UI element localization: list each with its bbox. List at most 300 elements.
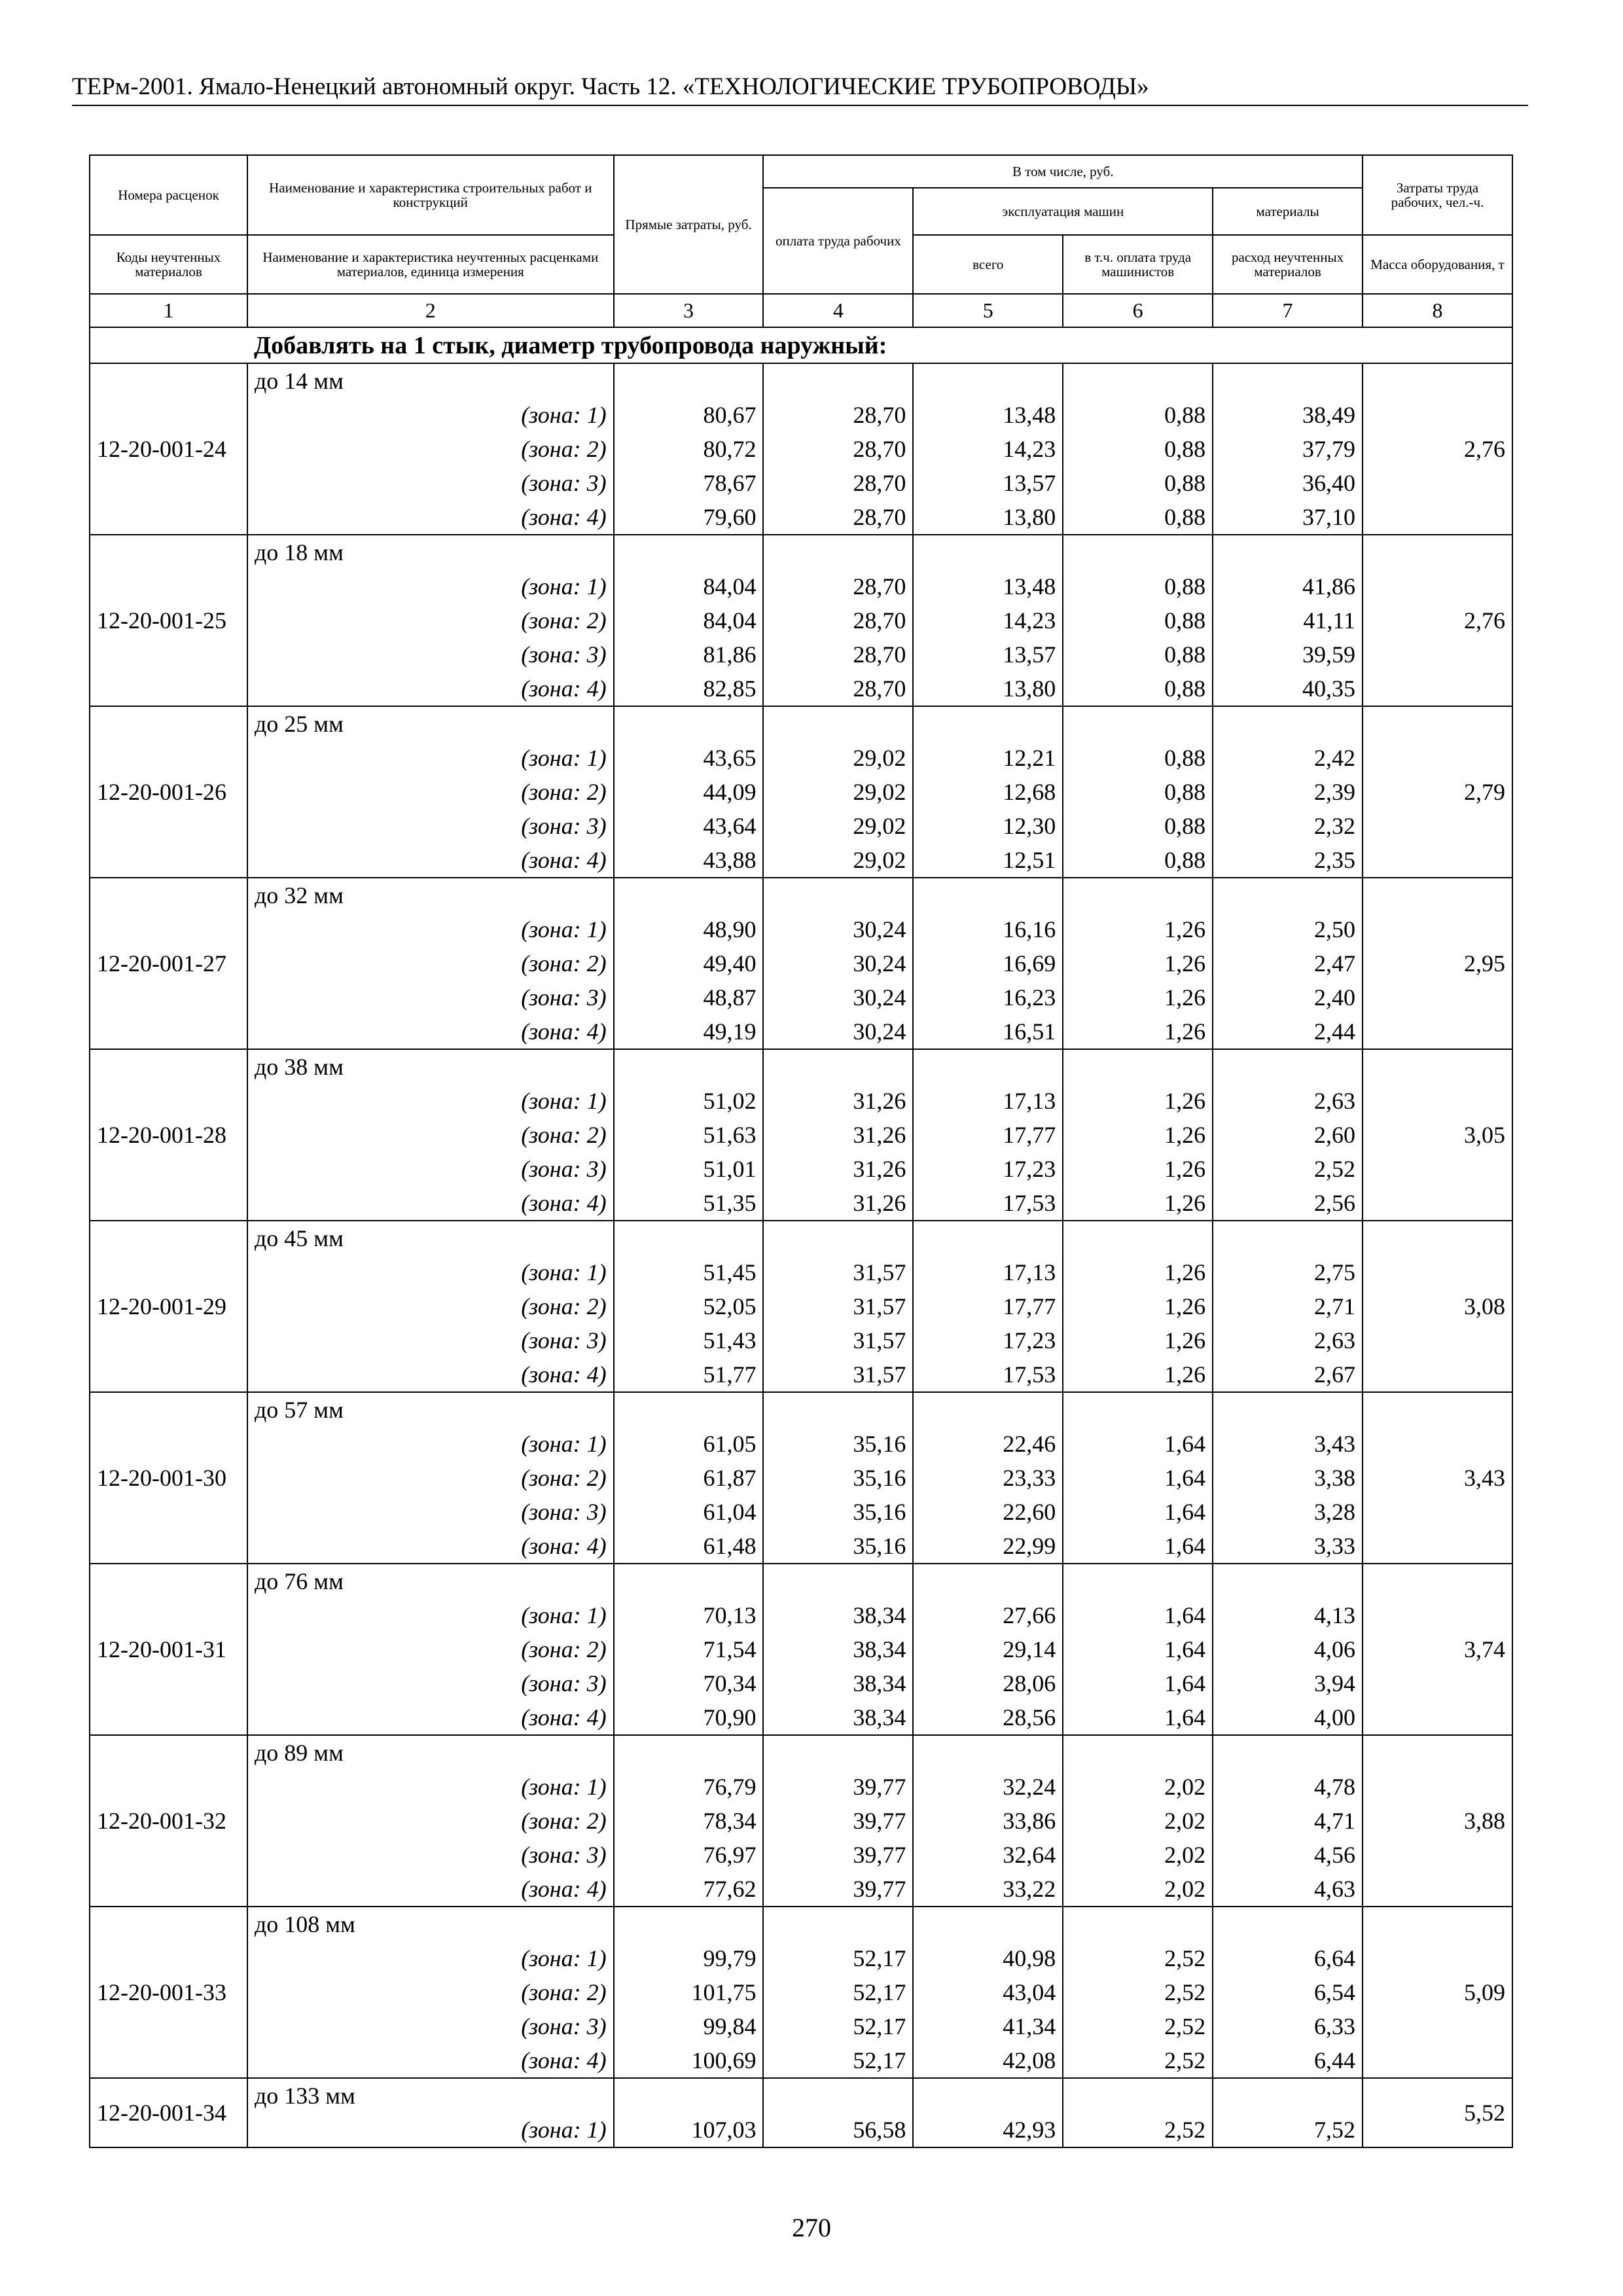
mach-value: 33,86 (1003, 1808, 1056, 1834)
mach_pay-value: 1,26 (1164, 1156, 1206, 1182)
direct-value: 51,01 (703, 1156, 757, 1182)
mach_pay-value: 0,88 (1164, 641, 1206, 668)
zone-label: (зона: 3) (521, 1327, 607, 1354)
mach-cell (913, 706, 1063, 878)
zone-label: (зона: 3) (521, 984, 607, 1011)
labor-cell (1363, 363, 1512, 535)
mat-value: 2,40 (1314, 984, 1356, 1011)
mach-value: 17,77 (1003, 1122, 1056, 1148)
mach-value: 22,46 (1003, 1431, 1056, 1457)
mach-value: 12,21 (1003, 745, 1056, 771)
spacer (621, 1050, 757, 1084)
work-name: до 32 мм (254, 882, 344, 908)
spacer (1070, 878, 1205, 912)
mach_pay-value: 2,52 (1164, 1945, 1206, 1971)
mach_pay-value: 0,88 (1164, 573, 1206, 600)
header-col2-bottom: Наименование и характеристика неучтенных расценками материалов, единица измерения (247, 235, 614, 294)
work-name-cell (247, 535, 614, 706)
mach-value: 40,98 (1003, 1945, 1056, 1971)
column-number: 7 (1213, 294, 1363, 327)
direct-value: 51,02 (703, 1088, 757, 1114)
header-materials: материалы (1213, 188, 1363, 235)
work-name: до 45 мм (254, 1225, 344, 1251)
mat-value: 2,60 (1314, 1122, 1356, 1148)
mat-value: 3,33 (1314, 1533, 1356, 1559)
zone-label: (зона: 3) (521, 470, 607, 496)
mach-cell (913, 2078, 1063, 2147)
direct-value: 51,77 (703, 1361, 757, 1388)
spacer (920, 2079, 1056, 2113)
direct-value: 61,87 (703, 1465, 757, 1491)
spacer (621, 2079, 757, 2113)
work-name-cell (247, 1049, 614, 1221)
direct-cell (614, 878, 764, 1049)
mach_pay-value: 1,26 (1164, 1122, 1206, 1148)
direct-cell (614, 1392, 764, 1564)
direct-value: 76,97 (703, 1842, 757, 1868)
direct-value: 99,84 (703, 2013, 757, 2039)
spacer (1070, 1221, 1205, 1255)
mach-value: 17,23 (1003, 1327, 1056, 1354)
mach_pay-value: 2,52 (1164, 1979, 1206, 2005)
mach_pay-value: 1,64 (1164, 1602, 1206, 1628)
spacer (1220, 364, 1355, 398)
mat-value: 2,56 (1314, 1190, 1356, 1216)
header-col1-bottom: Коды неучтенных материалов (90, 235, 247, 294)
mach_pay-value: 1,26 (1164, 1327, 1206, 1354)
spacer (1220, 878, 1355, 912)
mach-value: 13,80 (1003, 675, 1056, 702)
table-row (90, 1907, 1512, 2078)
labor-value: 3,05 (1464, 1122, 1505, 1148)
spacer (920, 1050, 1056, 1084)
pay-value: 52,17 (853, 1979, 906, 2005)
spacer (1070, 707, 1205, 741)
mach_pay-cell (1063, 363, 1213, 535)
direct-value: 99,79 (703, 1945, 757, 1971)
zone-label: (зона: 4) (521, 1190, 607, 1216)
section-title: Добавлять на 1 стык, диаметр трубопровода наружный: (90, 327, 1512, 363)
mat-value: 2,32 (1314, 813, 1356, 839)
rate-code: 12-20-001-29 (97, 1293, 226, 1319)
zone-label: (зона: 4) (521, 504, 607, 530)
work-name-cell (247, 706, 614, 878)
mat-value: 37,10 (1302, 504, 1356, 530)
mat-cell (1213, 1049, 1363, 1221)
zone-label: (зона: 2) (521, 1122, 607, 1148)
zone-label: (зона: 1) (521, 1945, 607, 1971)
zone-label: (зона: 4) (521, 1876, 607, 1902)
labor-value: 5,09 (1464, 1979, 1505, 2005)
spacer (770, 2079, 906, 2113)
zone-label: (зона: 3) (521, 2013, 607, 2039)
spacer (770, 1907, 906, 1941)
pay-value: 39,77 (853, 1774, 906, 1800)
mach-value: 16,69 (1003, 950, 1056, 977)
mach-value: 17,13 (1003, 1259, 1056, 1285)
work-name-cell (247, 1392, 614, 1564)
pay-value: 29,02 (853, 813, 906, 839)
mach_pay-value: 0,88 (1164, 813, 1206, 839)
mach-value: 29,14 (1003, 1636, 1056, 1662)
pay-value: 29,02 (853, 847, 906, 873)
direct-cell (614, 1907, 764, 2078)
direct-value: 61,04 (703, 1499, 757, 1525)
mat-value: 2,42 (1314, 745, 1356, 771)
mach_pay-cell (1063, 1907, 1213, 2078)
spacer (770, 535, 906, 569)
mach-cell (913, 1564, 1063, 1735)
spacer (1070, 1736, 1205, 1770)
spacer (770, 364, 906, 398)
pay-value: 30,24 (853, 1018, 906, 1045)
mach-value: 41,34 (1003, 2013, 1056, 2039)
mach-cell (913, 1907, 1063, 2078)
pay-value: 28,70 (853, 641, 906, 668)
work-name: до 18 мм (254, 539, 344, 565)
rate-code: 12-20-001-25 (97, 607, 226, 634)
mach-value: 23,33 (1003, 1465, 1056, 1491)
pay-value: 35,16 (853, 1431, 906, 1457)
column-number: 8 (1363, 294, 1512, 327)
mach_pay-value: 1,64 (1164, 1636, 1206, 1662)
mach-value: 12,51 (1003, 847, 1056, 873)
zone-label: (зона: 2) (521, 779, 607, 805)
pay-value: 56,58 (853, 2117, 906, 2143)
direct-cell (614, 2078, 764, 2147)
mach_pay-value: 0,88 (1164, 779, 1206, 805)
mach_pay-value: 0,88 (1164, 504, 1206, 530)
mach-value: 17,77 (1003, 1293, 1056, 1319)
work-name-cell (247, 2078, 614, 2147)
mach-value: 17,53 (1003, 1190, 1056, 1216)
mach-value: 27,66 (1003, 1602, 1056, 1628)
direct-value: 51,45 (703, 1259, 757, 1285)
labor-value: 3,74 (1464, 1636, 1505, 1662)
pay-value: 38,34 (853, 1670, 906, 1696)
pay-value: 28,70 (853, 470, 906, 496)
rate-code: 12-20-001-28 (97, 1122, 226, 1148)
mat-value: 6,44 (1314, 2047, 1356, 2073)
header-col2-top: Наименование и характеристика строительных работ и конструкций (247, 155, 614, 235)
pay-cell (763, 1049, 913, 1221)
direct-value: 84,04 (703, 573, 757, 600)
mat-value: 2,71 (1314, 1293, 1356, 1319)
direct-value: 49,19 (703, 1018, 757, 1045)
mach-value: 43,04 (1003, 1979, 1056, 2005)
spacer (1070, 1393, 1205, 1427)
mat-value: 2,52 (1314, 1156, 1356, 1182)
mat-value: 3,38 (1314, 1465, 1356, 1491)
mach_pay-value: 2,52 (1164, 2117, 1206, 2143)
rate-code-cell (90, 1907, 247, 2078)
direct-value: 48,90 (703, 916, 757, 942)
mat-value: 4,71 (1314, 1808, 1356, 1834)
rate-code: 12-20-001-32 (97, 1808, 226, 1834)
spacer (920, 878, 1056, 912)
spacer (1220, 1050, 1355, 1084)
direct-value: 77,62 (703, 1876, 757, 1902)
mach-value: 42,08 (1003, 2047, 1056, 2073)
pay-value: 35,16 (853, 1499, 906, 1525)
mach-value: 28,06 (1003, 1670, 1056, 1696)
table-row (90, 706, 1512, 878)
rate-code-cell (90, 2078, 247, 2147)
pay-value: 30,24 (853, 984, 906, 1011)
zone-label: (зона: 2) (521, 1636, 607, 1662)
mach-cell (913, 1392, 1063, 1564)
spacer (1220, 1736, 1355, 1770)
labor-cell (1363, 1049, 1512, 1221)
header-col8-top: Затраты труда рабочих, чел.-ч. (1363, 155, 1512, 235)
zone-label: (зона: 1) (521, 1774, 607, 1800)
mach-cell (913, 878, 1063, 1049)
rate-code-cell (90, 1564, 247, 1735)
work-name: до 133 мм (254, 2083, 355, 2109)
mach_pay-cell (1063, 1735, 1213, 1907)
column-number: 4 (763, 294, 913, 327)
mach_pay-value: 0,88 (1164, 470, 1206, 496)
pay-cell (763, 706, 913, 878)
table-row (90, 878, 1512, 1049)
mach_pay-cell (1063, 1392, 1213, 1564)
zone-label: (зона: 2) (521, 1808, 607, 1834)
pay-value: 52,17 (853, 1945, 906, 1971)
mat-cell (1213, 1392, 1363, 1564)
rate-code: 12-20-001-31 (97, 1636, 226, 1662)
mach_pay-value: 0,88 (1164, 402, 1206, 428)
pay-value: 31,57 (853, 1327, 906, 1354)
spacer (621, 364, 757, 398)
work-name-cell (247, 878, 614, 1049)
mach_pay-value: 1,26 (1164, 1293, 1206, 1319)
pay-value: 38,34 (853, 1602, 906, 1628)
mat-value: 6,33 (1314, 2013, 1356, 2039)
spacer (1220, 1907, 1355, 1941)
mach-value: 13,80 (1003, 504, 1056, 530)
mach-value: 13,57 (1003, 470, 1056, 496)
column-number: 1 (90, 294, 247, 327)
mach-value: 12,68 (1003, 779, 1056, 805)
spacer (920, 1221, 1056, 1255)
pay-cell (763, 1392, 913, 1564)
labor-cell (1363, 535, 1512, 706)
mat-cell (1213, 878, 1363, 1049)
spacer (1220, 1221, 1355, 1255)
direct-value: 51,63 (703, 1122, 757, 1148)
mat-value: 37,79 (1302, 436, 1356, 462)
spacer (920, 535, 1056, 569)
labor-value: 2,95 (1464, 950, 1505, 977)
mat-value: 4,13 (1314, 1602, 1356, 1628)
pay-value: 28,70 (853, 436, 906, 462)
labor-cell (1363, 2078, 1512, 2147)
labor-cell (1363, 1221, 1512, 1392)
direct-cell (614, 1735, 764, 1907)
mach-value: 12,30 (1003, 813, 1056, 839)
direct-value: 52,05 (703, 1293, 757, 1319)
mach_pay-value: 0,88 (1164, 607, 1206, 634)
zone-label: (зона: 1) (521, 1431, 607, 1457)
mat-value: 3,43 (1314, 1431, 1356, 1457)
pay-value: 39,77 (853, 1876, 906, 1902)
mach-value: 17,23 (1003, 1156, 1056, 1182)
direct-value: 79,60 (703, 504, 757, 530)
mat-value: 4,06 (1314, 1636, 1356, 1662)
spacer (621, 707, 757, 741)
mach_pay-value: 1,64 (1164, 1533, 1206, 1559)
mach_pay-value: 2,52 (1164, 2013, 1206, 2039)
pay-value: 29,02 (853, 745, 906, 771)
zone-label: (зона: 1) (521, 2117, 607, 2143)
rate-code-cell (90, 1221, 247, 1392)
pay-value: 31,26 (853, 1122, 906, 1148)
rate-code-cell (90, 706, 247, 878)
mach_pay-value: 0,88 (1164, 745, 1206, 771)
spacer (920, 1907, 1056, 1941)
zone-label: (зона: 2) (521, 607, 607, 634)
mat-value: 2,35 (1314, 847, 1356, 873)
mach_pay-value: 2,52 (1164, 2047, 1206, 2073)
mat-value: 2,63 (1314, 1327, 1356, 1354)
mach_pay-value: 1,26 (1164, 984, 1206, 1011)
direct-value: 61,48 (703, 1533, 757, 1559)
zone-label: (зона: 3) (521, 1842, 607, 1868)
column-number: 3 (614, 294, 764, 327)
rate-code: 12-20-001-24 (97, 436, 226, 462)
work-name: до 108 мм (254, 1911, 355, 1937)
work-name-cell (247, 363, 614, 535)
direct-value: 43,65 (703, 745, 757, 771)
pay-value: 39,77 (853, 1808, 906, 1834)
labor-cell (1363, 1392, 1512, 1564)
mach_pay-value: 2,02 (1164, 1774, 1206, 1800)
zone-label: (зона: 2) (521, 1979, 607, 2005)
zone-label: (зона: 2) (521, 1465, 607, 1491)
rate-code-cell (90, 363, 247, 535)
mat-value: 4,78 (1314, 1774, 1356, 1800)
mat-value: 4,63 (1314, 1876, 1356, 1902)
labor-cell (1363, 706, 1512, 878)
pay-value: 28,70 (853, 573, 906, 600)
zone-label: (зона: 1) (521, 1602, 607, 1628)
mat-cell (1213, 1735, 1363, 1907)
work-name: до 57 мм (254, 1397, 344, 1423)
direct-value: 70,13 (703, 1602, 757, 1628)
spacer (1220, 707, 1355, 741)
mach_pay-value: 1,26 (1164, 950, 1206, 977)
work-name-cell (247, 1221, 614, 1392)
pay-value: 30,24 (853, 950, 906, 977)
work-name-cell (247, 1564, 614, 1735)
direct-value: 51,43 (703, 1327, 757, 1354)
mat-value: 7,52 (1314, 2117, 1356, 2143)
zone-label: (зона: 4) (521, 1533, 607, 1559)
pay-value: 52,17 (853, 2047, 906, 2073)
pay-value: 35,16 (853, 1465, 906, 1491)
mat-value: 6,64 (1314, 1945, 1356, 1971)
mat-cell (1213, 535, 1363, 706)
spacer (770, 1736, 906, 1770)
pay-value: 39,77 (853, 1842, 906, 1868)
direct-value: 81,86 (703, 641, 757, 668)
rate-code: 12-20-001-34 (97, 2100, 226, 2126)
spacer (621, 1907, 757, 1941)
mat-value: 2,47 (1314, 950, 1356, 977)
zone-label: (зона: 4) (521, 2047, 607, 2073)
zone-label: (зона: 3) (521, 1499, 607, 1525)
zone-label: (зона: 1) (521, 1088, 607, 1114)
work-name-cell (247, 1907, 614, 2078)
mach_pay-value: 1,26 (1164, 1361, 1206, 1388)
pay-value: 31,57 (853, 1259, 906, 1285)
direct-value: 70,34 (703, 1670, 757, 1696)
header-col1-top: Номера расценок (90, 155, 247, 235)
mach-value: 32,24 (1003, 1774, 1056, 1800)
spacer (1220, 1564, 1355, 1598)
table-row (90, 1049, 1512, 1221)
spacer (1220, 1393, 1355, 1427)
spacer (621, 535, 757, 569)
labor-cell (1363, 1564, 1512, 1735)
work-name: до 89 мм (254, 1740, 344, 1766)
spacer (1070, 1050, 1205, 1084)
mat-value: 40,35 (1302, 675, 1356, 702)
mach_pay-cell (1063, 1049, 1213, 1221)
labor-cell (1363, 1735, 1512, 1907)
spacer (1070, 2079, 1205, 2113)
rate-code-cell (90, 1735, 247, 1907)
mach_pay-value: 1,64 (1164, 1670, 1206, 1696)
pay-cell (763, 1735, 913, 1907)
mat-value: 2,75 (1314, 1259, 1356, 1285)
zone-label: (зона: 4) (521, 1018, 607, 1045)
spacer (770, 1393, 906, 1427)
mach-value: 14,23 (1003, 436, 1056, 462)
column-number: 5 (913, 294, 1063, 327)
zone-label: (зона: 1) (521, 916, 607, 942)
zone-label: (зона: 3) (521, 1670, 607, 1696)
mach-value: 16,51 (1003, 1018, 1056, 1045)
rate-code: 12-20-001-27 (97, 950, 226, 977)
mach-value: 13,57 (1003, 641, 1056, 668)
table-row (90, 1392, 1512, 1564)
spacer (621, 878, 757, 912)
zone-label: (зона: 3) (521, 1156, 607, 1182)
mach_pay-value: 1,26 (1164, 916, 1206, 942)
labor-value: 3,43 (1464, 1465, 1505, 1491)
table-row (90, 1221, 1512, 1392)
rate-code-cell (90, 535, 247, 706)
mat-value: 41,11 (1303, 607, 1356, 634)
header-col8-bottom: Масса оборудования, т (1363, 235, 1512, 294)
mach_pay-cell (1063, 706, 1213, 878)
work-name: до 76 мм (254, 1568, 344, 1594)
mach-cell (913, 535, 1063, 706)
mach_pay-cell (1063, 1221, 1213, 1392)
mat-value: 4,56 (1314, 1842, 1356, 1868)
pay-value: 38,34 (853, 1636, 906, 1662)
direct-value: 101,75 (691, 1979, 757, 2005)
page-header: ТЕРм-2001. Ямало-Ненецкий автономный округ. Часть 12. «ТЕХНОЛОГИЧЕСКИЕ ТРУБОПРОВОДЫ» (72, 73, 1149, 100)
direct-value: 78,34 (703, 1808, 757, 1834)
direct-value: 44,09 (703, 779, 757, 805)
mach-value: 32,64 (1003, 1842, 1056, 1868)
direct-value: 100,69 (691, 2047, 757, 2073)
pay-value: 28,70 (853, 675, 906, 702)
zone-label: (зона: 2) (521, 436, 607, 462)
spacer (1070, 1907, 1205, 1941)
